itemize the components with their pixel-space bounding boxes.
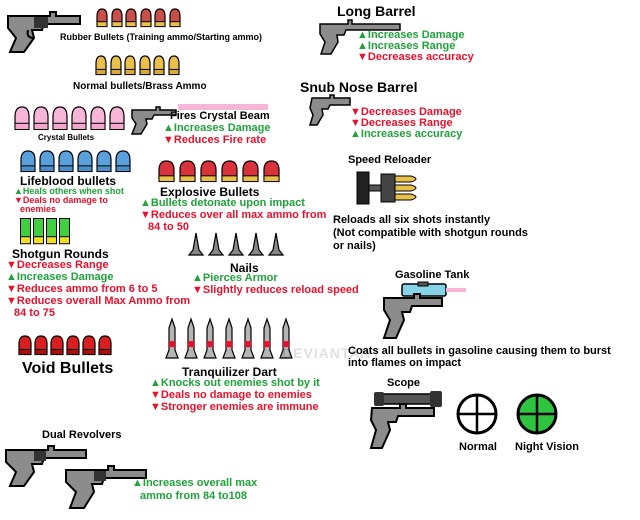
snub-nose-title: Snub Nose Barrel <box>300 79 418 95</box>
shotgun-effect-4: ▼Reduces overall Max Ammo from <box>6 295 191 307</box>
brass-bullet-icon <box>153 55 165 75</box>
explosive-bullet-icon <box>179 160 196 182</box>
lifeblood-bullet-row <box>20 150 140 174</box>
explosive-bullet-icon <box>221 160 238 182</box>
brass-bullet-icon <box>168 55 180 75</box>
long-barrel-effect-2: ▲Increases Range <box>357 40 456 52</box>
scope-revolver-icon <box>368 390 448 452</box>
rubber-bullet-row <box>96 8 196 28</box>
lifeblood-effect-2: ▼Deals no damage to <box>14 195 108 205</box>
watermark: DEVIANTART <box>282 345 382 361</box>
nails-effect-1: ▲Pierces Armor <box>192 272 278 284</box>
shotgun-title: Shotgun Rounds <box>12 247 109 261</box>
shotgun-effect-5: 84 to 75 <box>14 307 55 319</box>
scope-title: Scope <box>387 377 421 389</box>
speed-reloader-desc-1: Reloads all six shots instantly <box>333 214 491 226</box>
rubber-bullet-icon <box>125 8 137 27</box>
nail-icon <box>188 232 204 258</box>
explosive-bullet-row <box>158 160 288 184</box>
gasoline-tank-title: Gasoline Tank <box>395 269 470 281</box>
gasoline-tank-revolver-icon <box>380 282 470 344</box>
lifeblood-bullet-icon <box>58 150 74 172</box>
crystal-beam-title: Fires Crystal Beam <box>170 110 270 122</box>
rubber-bullet-icon <box>140 8 152 27</box>
nail-icon <box>268 232 284 258</box>
tranquilizer-dart-icon <box>184 318 198 360</box>
lifeblood-effect-3: enemies <box>20 204 57 214</box>
lifeblood-bullet-icon <box>115 150 131 172</box>
void-bullet-icon <box>66 335 80 355</box>
crystal-bullet-icon <box>52 106 68 130</box>
tranquilizer-dart-icon <box>203 318 217 360</box>
void-title: Void Bullets <box>22 360 114 377</box>
explosive-effect-2: ▼Reduces over all max ammo from <box>140 209 327 221</box>
void-bullet-icon <box>34 335 48 355</box>
explosive-effect-1: ▲Bullets detonate upon impact <box>140 197 305 209</box>
gasoline-desc-1: Coats all bullets in gasoline causing them to burst <box>348 345 611 357</box>
lifeblood-bullet-icon <box>39 150 55 172</box>
shotgun-shell-icon <box>59 218 70 244</box>
nails-row <box>188 232 298 260</box>
shotgun-effect-2: ▲Increases Damage <box>6 271 114 283</box>
explosive-bullet-icon <box>158 160 175 182</box>
lifeblood-effect-1: ▲Heals others when shot <box>14 186 124 196</box>
brass-bullet-icon <box>124 55 136 75</box>
normal-scope-reticle-icon <box>455 392 499 436</box>
speed-reloader-desc-3: or nails) <box>333 240 376 252</box>
rubber-bullet-icon <box>154 8 166 27</box>
crystal-bullet-row <box>14 106 134 132</box>
rubber-bullet-icon <box>111 8 123 27</box>
explosive-bullet-icon <box>263 160 280 182</box>
nail-icon <box>228 232 244 258</box>
void-bullet-icon <box>82 335 96 355</box>
crystal-bullet-icon <box>14 106 30 130</box>
dual-effect-2: ammo from 84 to108 <box>140 490 247 502</box>
explosive-title: Explosive Bullets <box>160 185 260 199</box>
lifeblood-bullet-icon <box>96 150 112 172</box>
shotgun-shell-icon <box>33 218 44 244</box>
tranquilizer-dart-icon <box>222 318 236 360</box>
shotgun-shell-icon <box>20 218 31 244</box>
scope-normal-label: Normal <box>459 441 497 453</box>
long-barrel-title: Long Barrel <box>337 3 416 19</box>
crystal-bullet-icon <box>109 106 125 130</box>
brass-bullet-icon <box>139 55 151 75</box>
crystal-beam-effect-1: ▲Increases Damage <box>163 122 271 134</box>
lifeblood-bullet-icon <box>20 150 36 172</box>
speed-reloader-desc-2: (Not compatible with shotgun rounds <box>333 227 528 239</box>
void-bullet-icon <box>18 335 32 355</box>
crystal-bullet-icon <box>90 106 106 130</box>
shotgun-shell-icon <box>46 218 57 244</box>
shotgun-effect-1: ▼Decreases Range <box>6 259 109 271</box>
night-vision-reticle-icon <box>515 392 559 436</box>
explosive-bullet-icon <box>242 160 259 182</box>
speed-reloader-title: Speed Reloader <box>348 154 432 166</box>
revolver-icon <box>4 4 84 54</box>
void-bullet-icon <box>98 335 112 355</box>
lifeblood-bullet-icon <box>77 150 93 172</box>
brass-bullet-icon <box>95 55 107 75</box>
void-bullet-row <box>18 335 118 359</box>
dart-title: Tranquilizer Dart <box>182 365 277 379</box>
crystal-bullet-icon <box>33 106 49 130</box>
crystal-bullet-icon <box>71 106 87 130</box>
rubber-bullets-label: Rubber Bullets (Training ammo/Starting ammo) <box>60 32 263 42</box>
normal-bullets-label: Normal bullets/Brass Ammo <box>73 81 207 92</box>
long-barrel-effect-1: ▲Increases Damage <box>357 29 465 41</box>
dart-effect-1: ▲Knocks out enemies shot by it <box>150 377 320 389</box>
tranquilizer-dart-icon <box>260 318 274 360</box>
snub-nose-effect-1: ▼Decreases Damage <box>350 106 462 118</box>
rubber-bullet-icon <box>96 8 108 27</box>
scope-night-vision-label: Night Vision <box>515 441 579 453</box>
lifeblood-title: Lifeblood bullets <box>20 174 116 188</box>
dart-effect-2: ▼Deals no damage to enemies <box>150 389 312 401</box>
tranquilizer-dart-icon <box>241 318 255 360</box>
dual-revolvers-title: Dual Revolvers <box>42 429 122 441</box>
explosive-effect-3: 84 to 50 <box>148 221 189 233</box>
snub-nose-effect-3: ▲Increases accuracy <box>350 128 463 140</box>
rubber-bullet-icon <box>169 8 181 27</box>
long-barrel-effect-3: ▼Decreases accuracy <box>357 51 474 63</box>
crystal-beam-effect-2: ▼Reduces Fire rate <box>163 134 267 146</box>
dual-revolvers-icon <box>2 442 152 517</box>
nail-icon <box>208 232 224 258</box>
gasoline-desc-2: into flames on impact <box>348 357 462 369</box>
shotgun-shell-row <box>20 218 90 246</box>
normal-bullet-row <box>95 55 195 77</box>
nail-icon <box>248 232 264 258</box>
dart-effect-3: ▼Stronger enemies are immune <box>150 401 319 413</box>
crystal-bullets-label: Crystal Bullets <box>38 133 95 142</box>
dual-effect-1: ▲Increases overall max <box>132 477 258 489</box>
brass-bullet-icon <box>110 55 122 75</box>
nails-effect-2: ▼Slightly reduces reload speed <box>192 284 359 296</box>
tranquilizer-dart-icon <box>165 318 179 360</box>
snub-nose-effect-2: ▼Decreases Range <box>350 117 453 129</box>
shotgun-effect-3: ▼Reduces ammo from 6 to 5 <box>6 283 158 295</box>
speed-reloader-icon <box>355 170 425 206</box>
void-bullet-icon <box>50 335 64 355</box>
nails-title: Nails <box>230 261 259 275</box>
explosive-bullet-icon <box>200 160 217 182</box>
